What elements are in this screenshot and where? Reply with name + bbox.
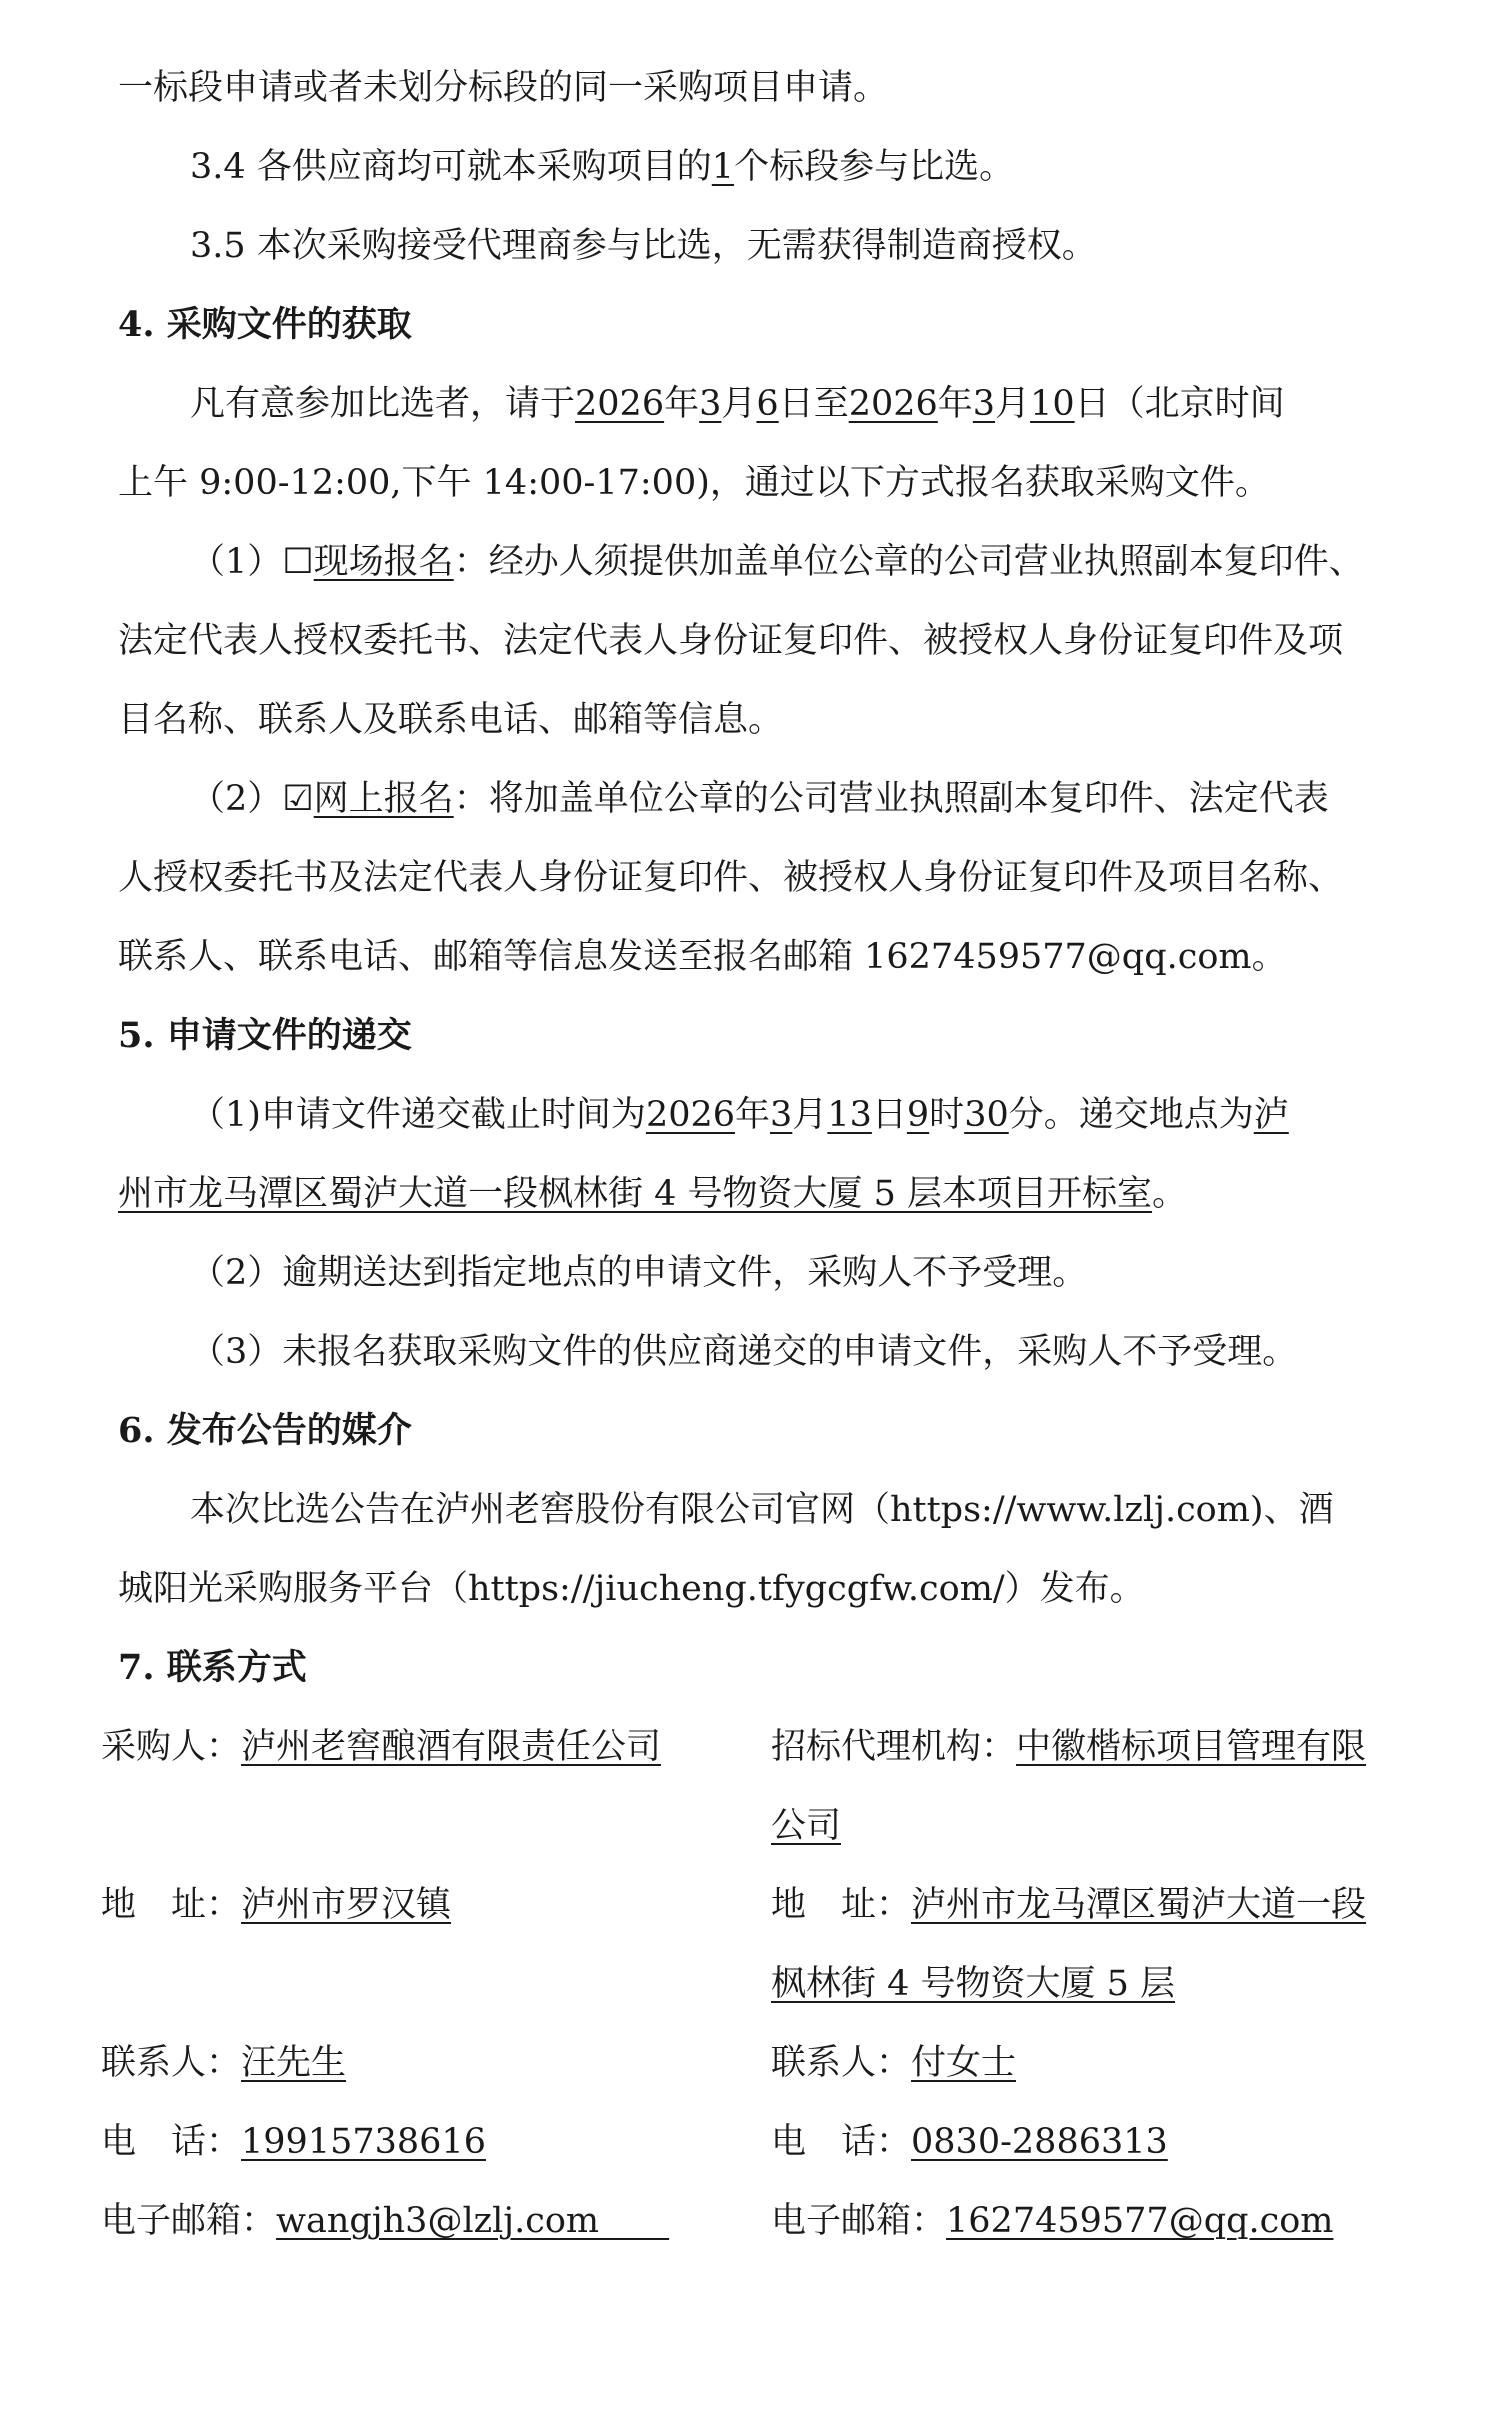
agent-contact-row: 联系人：付女士	[771, 2043, 1017, 2083]
buyer-name-row: 采购人：泸州老窖酿酒有限责任公司	[101, 1727, 662, 1767]
section4-item1-line3: 目名称、联系人及联系电话、邮箱等信息。	[118, 700, 784, 740]
buyer-phone-row: 电 话：19915738616	[101, 2122, 486, 2162]
section4-item1-line1: （1）☐现场报名：经办人须提供加盖单位公章的公司营业执照副本复印件、	[190, 538, 1364, 586]
agent-phone-row: 电 话：0830-2886313	[771, 2122, 1168, 2162]
section3-item-3-5: 3.5 本次采购接受代理商参与比选，无需获得制造商授权。	[190, 226, 1097, 266]
section4-intro-line1: 凡有意参加比选者，请于2026年3月6日至2026年3月10日（北京时间	[190, 384, 1285, 424]
section6-line1: 本次比选公告在泸州老窖股份有限公司官网（https://www.lzlj.com)、酒	[190, 1490, 1334, 1530]
section6-line2: 城阳光采购服务平台（https://jiucheng.tfygcgfw.com/）发布。	[118, 1569, 1145, 1609]
section4-item2-line1: （2）☑网上报名：将加盖单位公章的公司营业执照副本复印件、法定代表	[190, 775, 1329, 823]
section5-heading: 5. 申请文件的递交	[118, 1015, 412, 1056]
section4-item2-line3: 联系人、联系电话、邮箱等信息发送至报名邮箱 1627459577@qq.com。	[118, 937, 1287, 977]
section3-item-3-4: 3.4 各供应商均可就本采购项目的1个标段参与比选。	[190, 147, 1015, 187]
checkbox-unchecked-icon: ☐	[282, 542, 314, 582]
section6-heading: 6. 发布公告的媒介	[118, 1410, 412, 1451]
buyer-contact-row: 联系人：汪先生	[101, 2043, 347, 2083]
section3-continuation: 一标段申请或者未划分标段的同一采购项目申请。	[118, 68, 889, 108]
section5-item3: （3）未报名获取采购文件的供应商递交的申请文件，采购人不予受理。	[190, 1332, 1298, 1372]
section4-item1-line2: 法定代表人授权委托书、法定代表人身份证复印件、被授权人身份证复印件及项	[118, 621, 1344, 661]
checkbox-checked-icon: ☑	[282, 779, 314, 819]
section4-intro-line2: 上午 9:00-12:00,下午 14:00-17:00)，通过以下方式报名获取采购文件。	[118, 463, 1270, 503]
agent-email-row: 电子邮箱：1627459577@qq.com	[771, 2201, 1334, 2241]
section4-heading: 4. 采购文件的获取	[118, 304, 412, 345]
section4-item2-line2: 人授权委托书及法定代表人身份证复印件、被授权人身份证复印件及项目名称、	[118, 858, 1344, 898]
buyer-address-row: 地 址：泸州市罗汉镇	[101, 1885, 452, 1925]
agent-name-row-cont: 公司	[771, 1806, 842, 1846]
agent-address-row: 地 址：泸州市龙马潭区蜀泸大道一段	[771, 1885, 1367, 1925]
section5-item1-line2: 州市龙马潭区蜀泸大道一段枫林街 4 号物资大厦 5 层本项目开标室。	[118, 1174, 1188, 1214]
agent-address-row-cont: 枫林街 4 号物资大厦 5 层	[771, 1964, 1176, 2004]
section7-heading: 7. 联系方式	[118, 1647, 307, 1688]
section5-item1-line1: （1)申请文件递交截止时间为2026年3月13日9时30分。递交地点为泸	[190, 1095, 1289, 1135]
section5-item2: （2）逾期送达到指定地点的申请文件，采购人不予受理。	[190, 1253, 1088, 1293]
agent-name-row: 招标代理机构：中徽楷标项目管理有限	[771, 1727, 1367, 1767]
buyer-email-row: 电子邮箱：wangjh3@lzlj.com	[101, 2201, 670, 2241]
